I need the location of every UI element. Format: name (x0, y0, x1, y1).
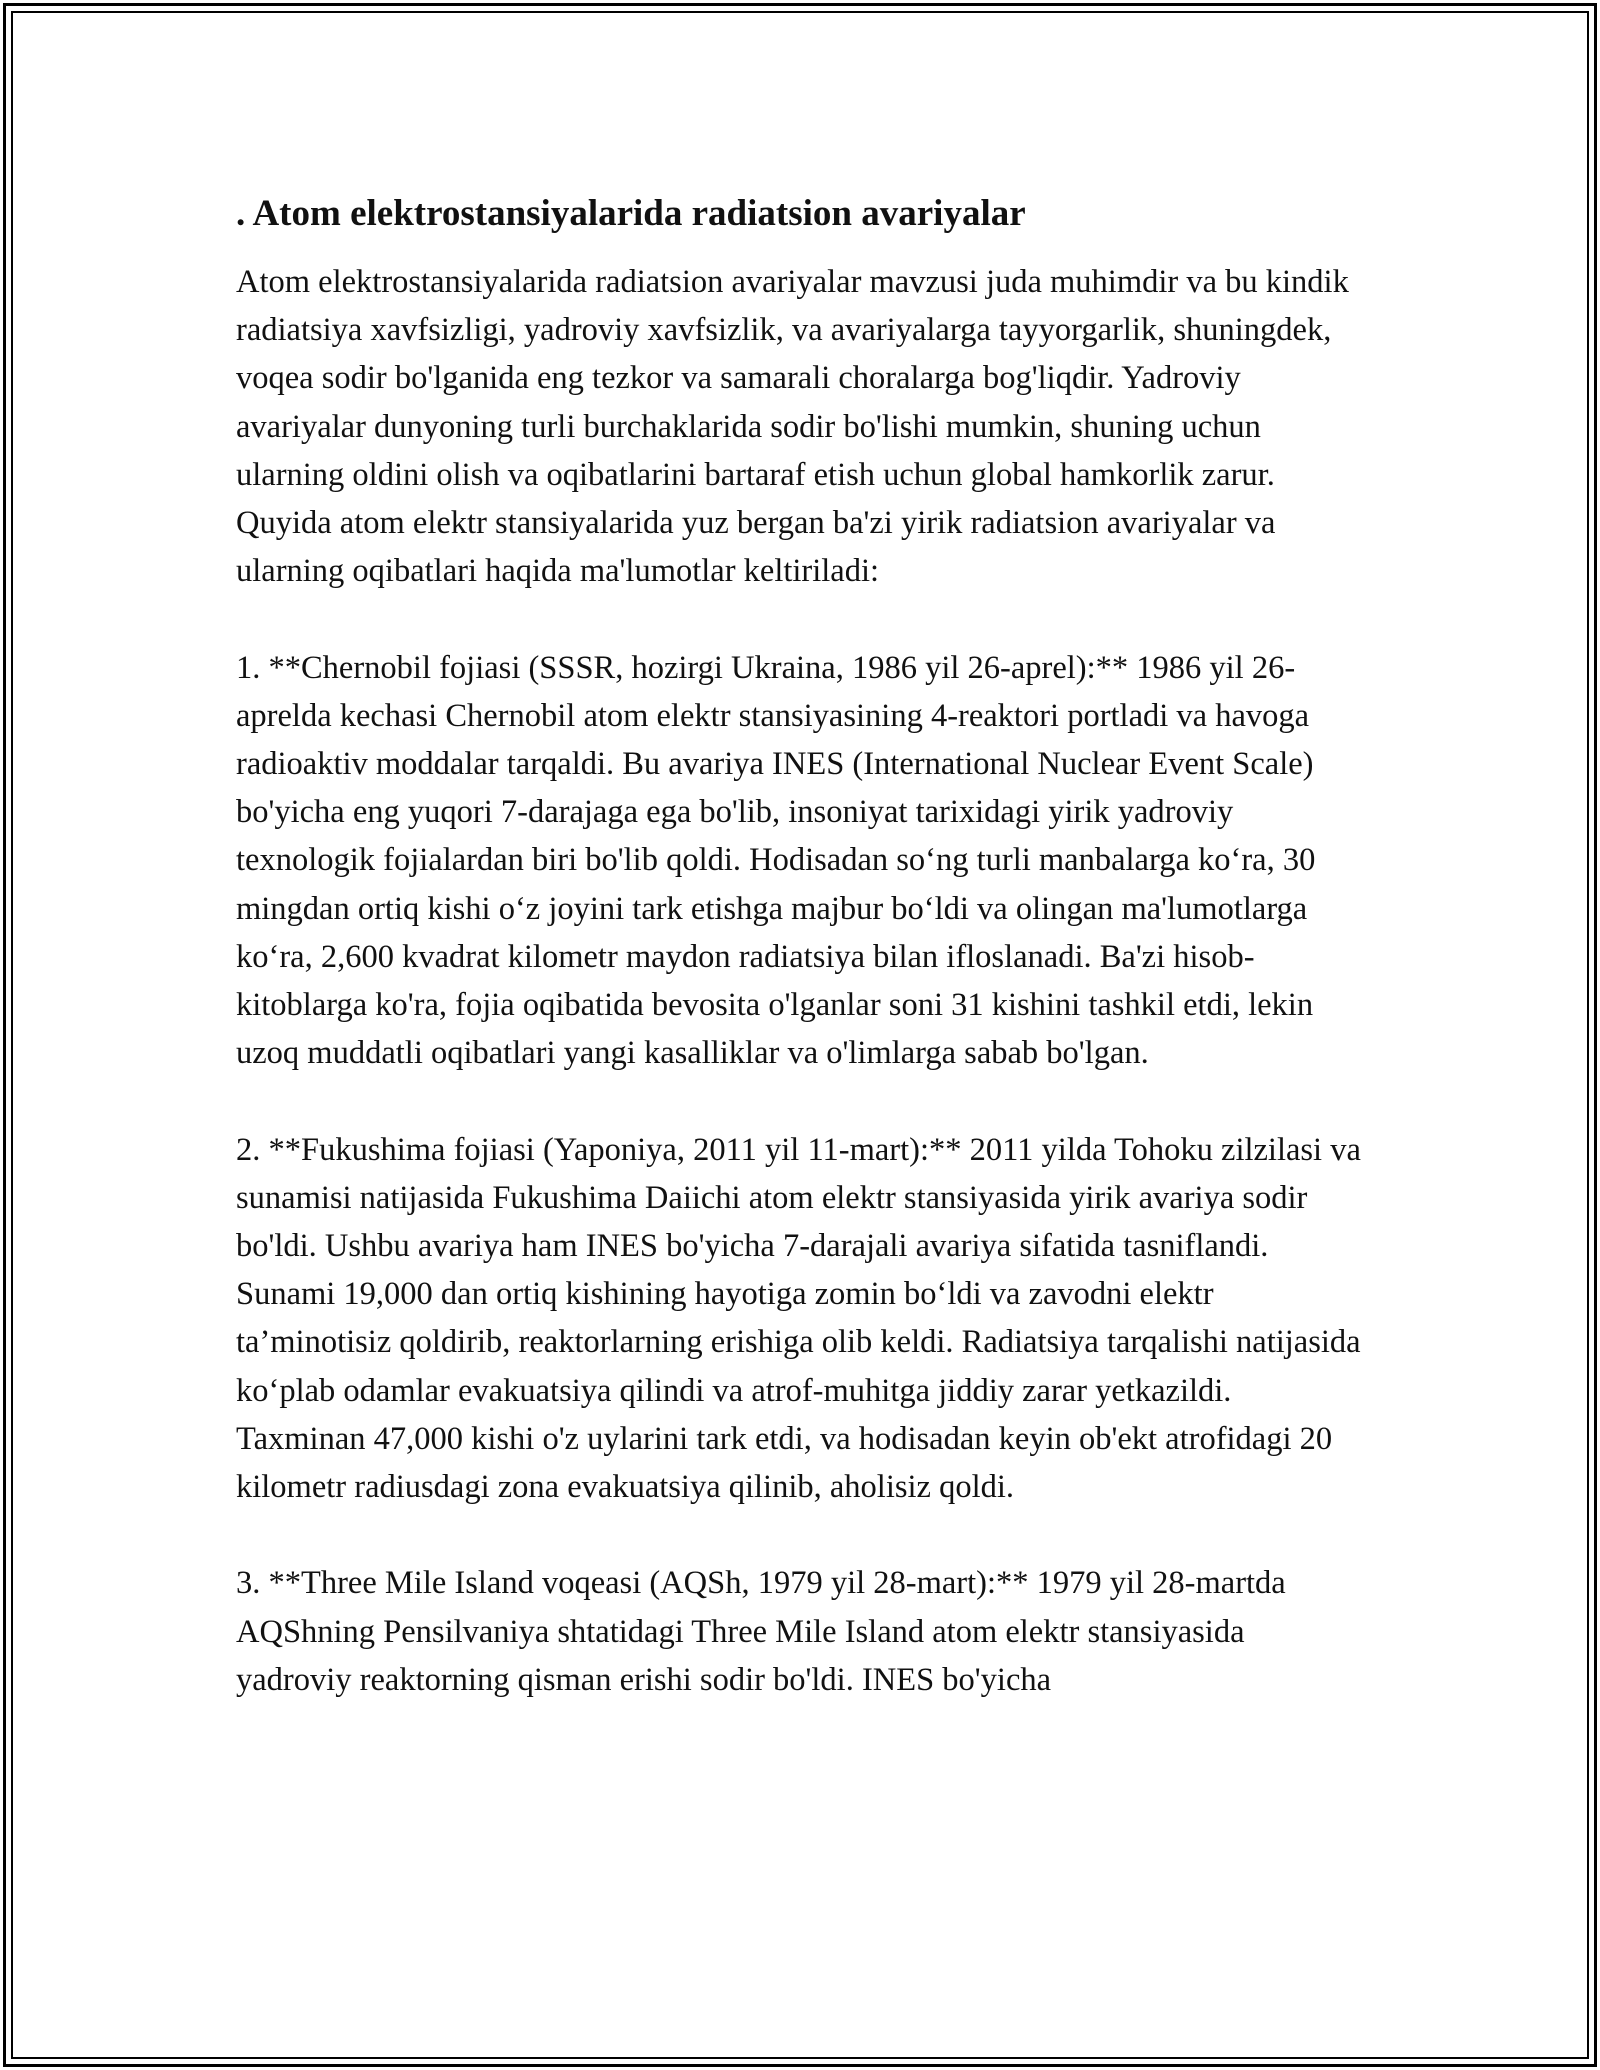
chernobyl-paragraph: 1. **Chernobil fojiasi (SSSR, hozirgi Ukraina, 1986 yil 26-aprel):** 1986 yil 26-aprelda kechasi Chernobil atom elektr stansiyasining 4-reaktori portladi va havoga radioaktiv moddalar tarqaldi. Bu avariya INES (International Nuclear Event Scale) bo'yicha eng yuqori 7-darajaga ega bo'lib, insoniyat tarixidagi yirik yadroviy texnologik fojialardan biri bo'lib qoldi. Hodisadan so‘ng turli manbalarga ko‘ra, 30 mingdan ortiq kishi o‘z joyini tark etishga majbur bo‘ldi va olingan ma'lumotlarga ko‘ra, 2,600 kvadrat kilometr maydon radiatsiya bilan ifloslanadi. Ba'zi hisob-kitoblarga ko'ra, fojia oqibatida bevosita o'lganlar soni 31 kishini tashkil etdi, lekin uzoq muddatli oqibatlari yangi kasalliklar va o'limlarga sabab bo'lgan. (236, 649, 1316, 1072)
intro-paragraph: Atom elektrostansiyalarida radiatsion avariyalar mavzusi juda muhimdir va bu kindik radiatsiya xavfsizligi, yadroviy xavfsizlik, va avariyalarga tayyorgarlik, shuningdek, voqea sodir bo'lganida eng tezkor va samarali choralarga bog'liqdir. Yadroviy avariyalar dunyoning turli burchaklarida sodir bo'lishi mumkin, shuning uchun ularning oldini olish va oqibatlarini bartaraf etish uchun global hamkorlik zarur. Quyida atom elektr stansiyalarida yuz bergan ba'zi yirik radiatsion avariyalar va ularning oqibatlari haqida ma'lumotlar keltiriladi: (236, 264, 1349, 590)
three-mile-island-paragraph: 3. **Three Mile Island voqeasi (AQSh, 1979 yil 28-mart):** 1979 yil 28-martda AQShning Pensilvaniya shtatidagi Three Mile Island atom elektr stansiyasida yadroviy reaktorning qisman erishi sodir bo'ldi. INES bo'yicha (236, 1565, 1286, 1698)
fukushima-paragraph: 2. **Fukushima fojiasi (Yaponiya, 2011 yil 11-mart):** 2011 yilda Tohoku zilzilasi va sunamisi natijasida Fukushima Daiichi atom elektr stansiyasida yirik avariya sodir bo'ldi. Ushbu avariya ham INES bo'yicha 7-darajali avariya sifatida tasniflandi. Sunami 19,000 dan ortiq kishining hayotiga zomin bo‘ldi va zavodni elektr ta’minotisiz qoldirib, reaktorlarning erishiga olib keldi. Radiatsiya tarqalishi natijasida ko‘plab odamlar evakuatsiya qilindi va atrof-muhitga jiddiy zarar yetkazildi. Taxminan 47,000 kishi o'z uylarini tark etdi, va hodisadan keyin ob'ekt atrofidagi 20 kilometr radiusdagi zona evakuatsiya qilinib, aholisiz qoldi. (236, 1131, 1361, 1506)
document-heading: . Atom elektrostansiyalarida radiatsion avariyalar (236, 193, 1026, 234)
document-body (236, 188, 1361, 1752)
